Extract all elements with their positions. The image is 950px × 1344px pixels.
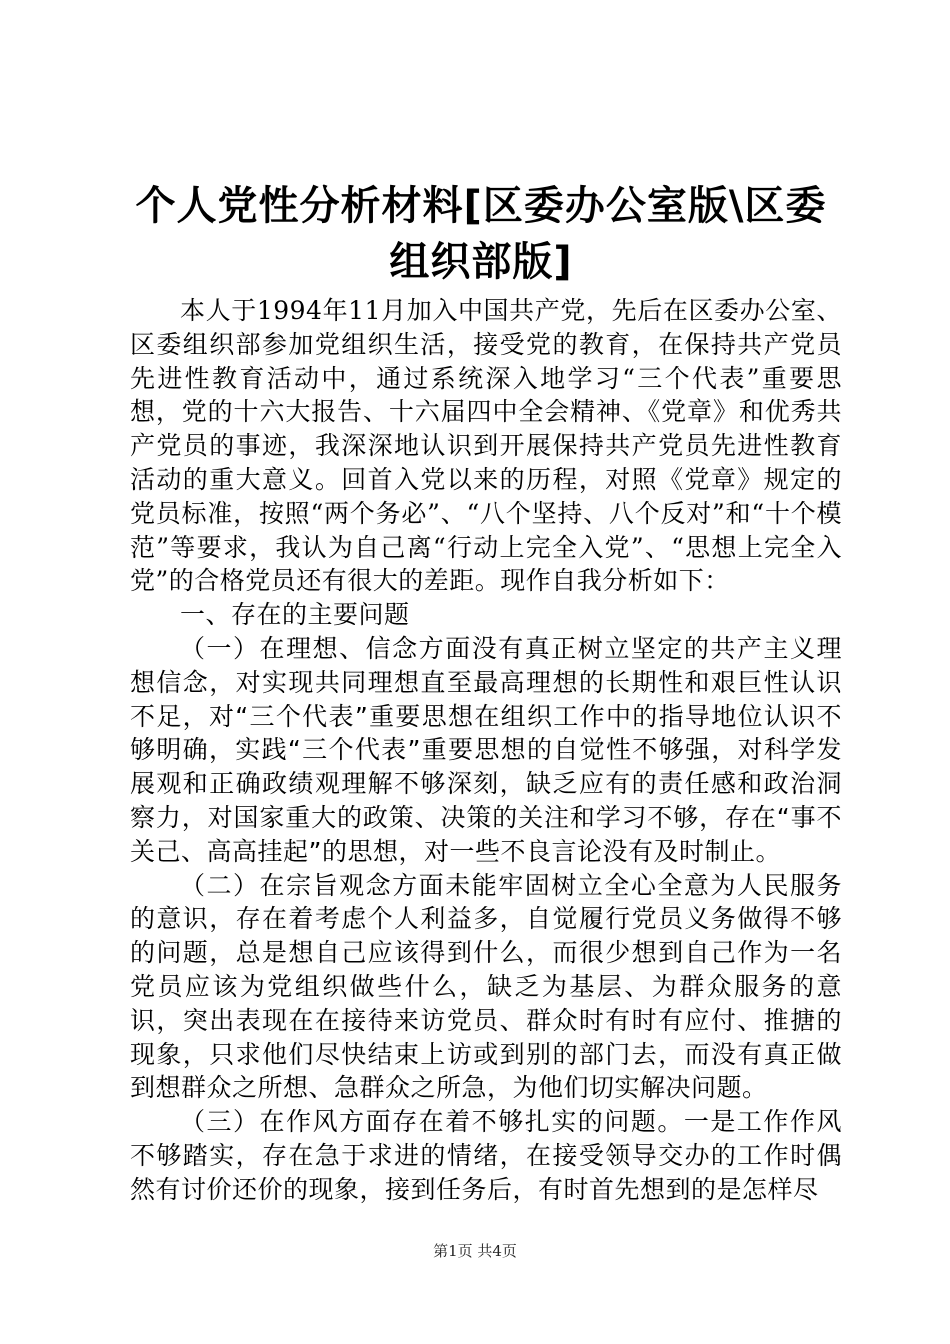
document-body (130, 294, 842, 1207)
problem-item-2: （二）在宗旨观念方面未能牢固树立全心全意为人民服务的意识，存在着考虑个人利益多，自觉履行党员义务做得不够的问题，总是想自己应该得到什么，而很少想到自己作为一名党员应该为党组织做些什么，缺乏为基层、为群众服务的意识，突出表现在在接待来访党员、群众时有时有应付、推搪的现象，只求他们尽快结束上访或到别的部门去，而没有真正做到想群众之所想、急群众之所急，为他们切实解决问题。 (130, 870, 842, 1103)
intro-paragraph: 本人于1994年11月加入中国共产党，先后在区委办公室、区委组织部参加党组织生活，接受党的教育，在保持共产党员先进性教育活动中，通过系统深入地学习“三个代表”重要思想，党的十六大报告、十六届四中全会精神、《党章》和优秀共产党员的事迹，我深深地认识到开展保持共产党员先进性教育活动的重大意义。回首入党以来的历程，对照《党章》规定的党员标准，按照“两个务必”、“八个坚持、八个反对”和“十个模范”等要求，我认为自己离“行动上完全入党”、“思想上完全入党”的合格党员还有很大的差距。现作自我分析如下： (130, 296, 842, 596)
section-heading: 一、存在的主要问题 (180, 600, 410, 630)
problem-item-3-heading: （三）在作风方面存在着不够扎实的问题。 (180, 1107, 684, 1137)
page-footer: 第1页 共4页 (433, 1242, 517, 1260)
problem-item-3 (130, 1105, 842, 1206)
problem-item-1: （一）在理想、信念方面没有真正树立坚定的共产主义理想信念，对实现共同理想直至最高理想的长期性和艰巨性认识不足，对“三个代表”重要思想在组织工作中的指导地位认识不够明确，实践“三个代表”重要思想的自觉性不够强，对科学发展观和正确政绩观理解不够深刻，缺乏应有的责任感和政治洞察力，对国家重大的政策、决策的关注和学习不够，存在“事不关己、高高挂起”的思想，对一些不良言论没有及时制止。 (130, 633, 842, 866)
document-title: 个人党性分析材料[区委办公室版\区委组织部版] (135, 183, 827, 285)
problem-item-3-body: 一是工作作风不够踏实，存在急于求进的情绪，在接受领导交办的工作时偶然有讨价还价的现象，接到任务后，有时首先想到的是怎样尽 (130, 1107, 842, 1204)
